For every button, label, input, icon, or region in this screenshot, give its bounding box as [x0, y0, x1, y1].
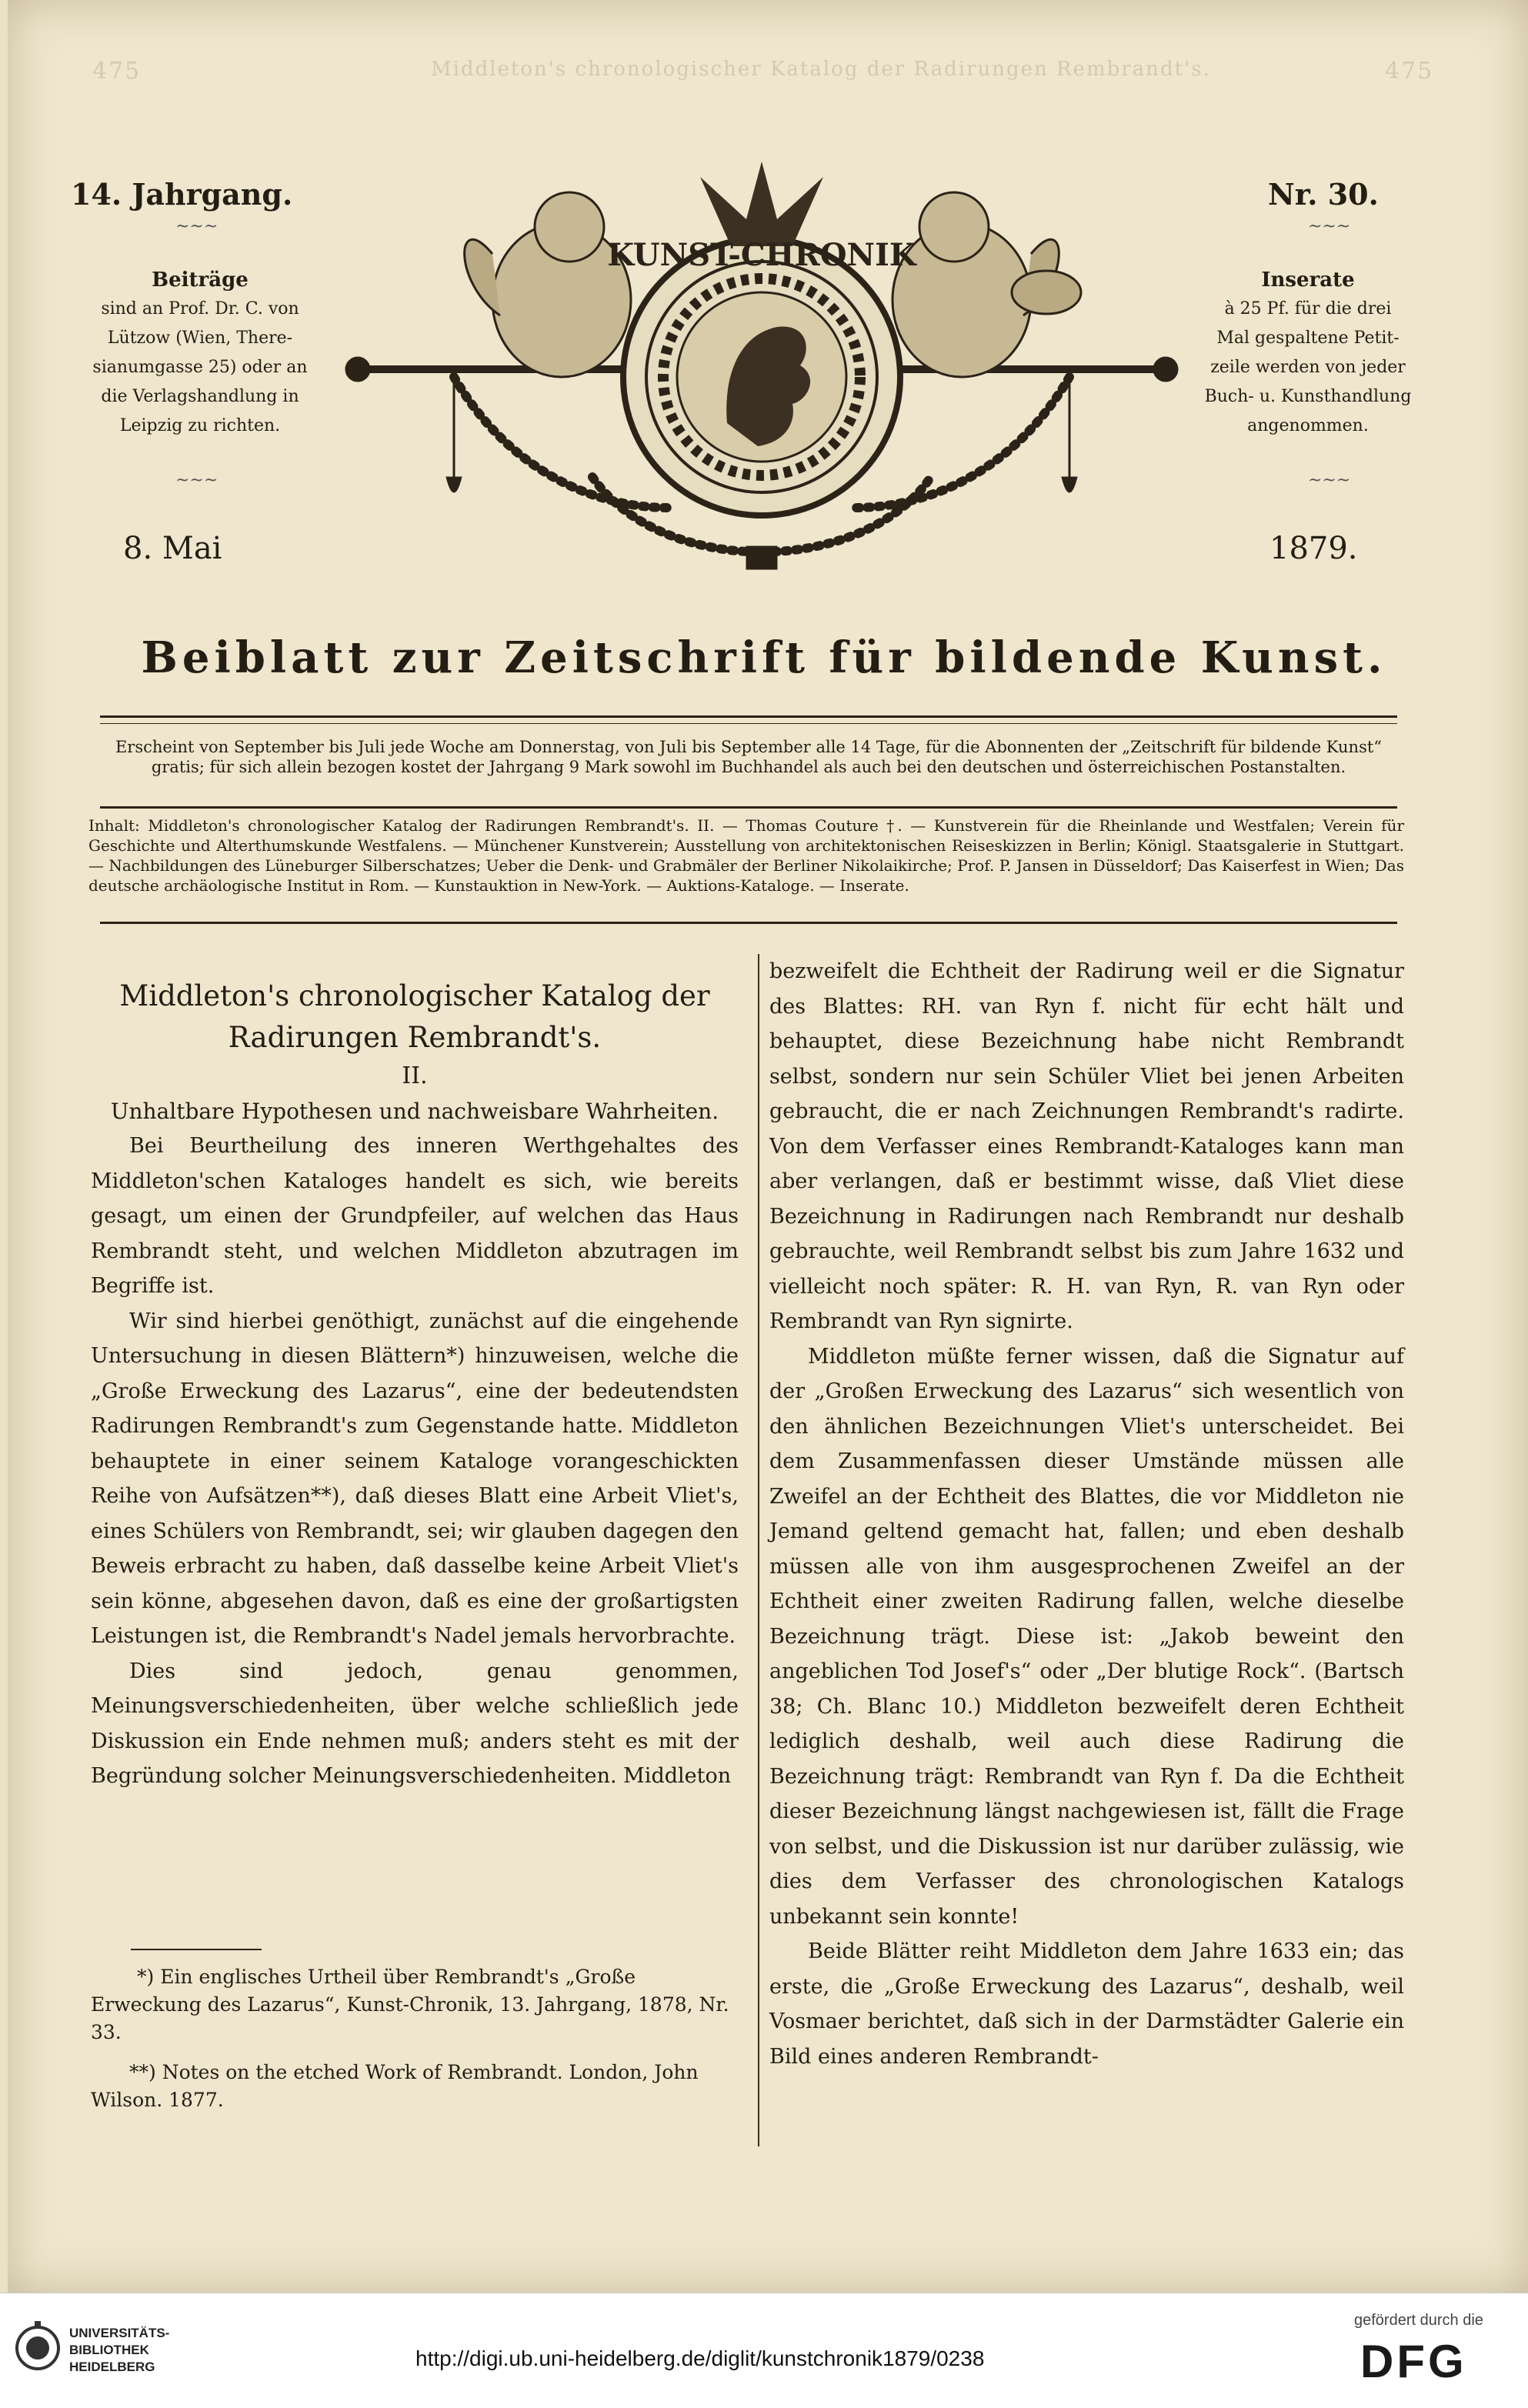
library-name-line: BIBLIOTHEK: [69, 2343, 149, 2357]
advertisement-line: angenommen.: [1247, 416, 1369, 435]
article-left-column: [91, 976, 739, 1794]
advertisement-notice: [1185, 265, 1431, 441]
paragraph: Beide Blätter reiht Middleton dem Jahre 1633 ein; das erste, die „Große Erweckung des Lazarus“, deshalb, weil Vosmaer berichtet, daß sich in der Darmstädter Galerie ein Bild eines anderen Rembrandt-: [769, 1939, 1404, 2069]
contributions-line: die Verlagshandlung in: [101, 387, 299, 406]
issue-date: 8. Mai: [123, 531, 222, 566]
library-name-line: HEIDELBERG: [69, 2360, 155, 2374]
article-part-number: II.: [402, 1062, 428, 1089]
publication-info: Erscheint von September bis Juli jede Woche am Donnerstag, von Juli bis September alle 14 Tage, für die Abonnenten der „Zeitschrift für bildende Kunst“ gratis; für sich allein bezogen kostet der Jahrgang 9 Mark sowohl im Buchhandel als auch bei den deutschen und österreichischen Postanstalten.: [115, 738, 1383, 776]
issue-year: 1879.: [1269, 531, 1358, 566]
advertisement-heading: Inserate: [1261, 268, 1355, 292]
ornament-tilde: ~~~: [1308, 471, 1351, 490]
footnote: **) Notes on the etched Work of Rembrandt. London, John Wilson. 1877.: [91, 2061, 699, 2111]
ornament-tilde: ~~~: [175, 471, 219, 490]
article-title-line: Radirungen Rembrandt's.: [228, 1021, 602, 1054]
dfg-logo: DFG: [1360, 2336, 1467, 2387]
library-name-line: UNIVERSITÄTS-: [69, 2326, 170, 2340]
footnote-divider: [131, 1949, 262, 1950]
divider: [100, 922, 1397, 924]
issue-number: Nr. 30.: [1268, 177, 1379, 212]
volume-label: 14. Jahrgang.: [71, 177, 293, 212]
column-divider: [758, 954, 759, 2146]
contributions-line: Leipzig zu richten.: [119, 416, 281, 435]
bleed-running-head: Middleton's chronologischer Katalog der Radirungen Rembrandt's.: [431, 58, 1211, 81]
masthead-emblem: [339, 146, 1185, 623]
advertisement-line: zeile werden von jeder: [1210, 358, 1406, 377]
ornament-tilde: ~~~: [1308, 217, 1351, 236]
article-title-line: Middleton's chronologischer Katalog der: [119, 979, 710, 1012]
paragraph: Dies sind jedoch, genau genommen, Meinungsverschiedenheiten, über welche schließlich jede Diskussion ein Ende nehmen muß; anders steht es mit der Begründung solcher Meinungsverschiedenheiten. Middleton: [91, 1659, 739, 1788]
ornament-tilde: ~~~: [175, 217, 219, 236]
paragraph: Middleton müßte ferner wissen, daß die Signatur auf der „Großen Erweckung des Lazarus“ sich wesentlich von den ähnlichen Bezeichnungen Vliet's unterscheidet. Bei dem Zusammenfassen dieser Umstände müssen alle Zweifel an der Echtheit des Blattes, die vor Middleton nie Jemand geltend gemacht hat, fallen; und eben deshalb müssen alle von ihm ausgesprochenen Zweifel an der Echtheit einer zweiten Radirung fallen, welche dieselbe Bezeichnung trägt. Diese ist: „Jakob beweint den angeblichen Tod Josef's“ oder „Der blutige Rock“. (Bartsch 38; Ch. Blanc 10.) Middleton bezweifelt deren Echtheit lediglich deshalb, weil auch diese Radirung die Bezeichnung trägt: Rembrandt van Ryn f. Da die Echtheit dieser Bezeichnung längst nachgewiesen ist, fällt die Frage von selbst, und die Diskussion ist nur darüber zulässig, wie dies dem Verfasser des chronologischen Katalogs unbekannt sein konnte!: [769, 1344, 1404, 1929]
contributions-line: sind an Prof. Dr. C. von: [101, 299, 299, 319]
advertisement-line: Buch- u. Kunsthandlung: [1204, 387, 1412, 406]
table-of-contents: Inhalt: Middleton's chronologischer Katalog der Radirungen Rembrandt's. II. — Thomas Couture †. — Kunstverein für die Rheinlande und Westfalen; Verein für Geschichte und Alterthumskunde Westfalens. — Münchener Kunstverein; Ausstellung von architektonischen Reiseskizzen in Berlin; Königl. Staatsgalerie in Stuttgart. — Nachbildungen des Lüneburger Silberschatzes; Ueber die Denk- und Grabmäler der Berliner Nikolaikirche; Prof. P. Jansen in Düsseldorf; Das Kaiserfest in Wien; Das deutsche archäologische Institut in Rom. — Kunstauktion in New-York. — Auktions-Kataloge. — Inserate.: [88, 816, 1404, 895]
divider: [100, 806, 1397, 809]
advertisement-line: à 25 Pf. für die drei: [1224, 299, 1392, 319]
advertisement-line: Mal gespaltene Petit-: [1216, 329, 1400, 348]
bleed-page-number-right: 475: [1385, 58, 1434, 85]
university-seal-icon: [14, 2318, 62, 2378]
bleed-page-number-left: 475: [92, 58, 142, 85]
contributions-notice: [85, 265, 315, 441]
divider: [100, 715, 1397, 718]
article-subtitle: Unhaltbare Hypothesen und nachweisbare Wahrheiten.: [110, 1098, 719, 1124]
contributions-heading: Beiträge: [152, 268, 249, 292]
divider: [100, 723, 1397, 724]
emblem-text: KUNST-CHRONIK: [607, 237, 916, 273]
article-right-column: [769, 954, 1404, 2074]
paragraph: bezweifelt die Echtheit der Radirung weil er die Signatur des Blattes: RH. van Ryn f. nicht für echt hält und behauptet, diese Bezeichnung habe nicht Rembrandt selbst, sondern nur sein Schüler Vliet bei jenen Arbeiten gebraucht, die er nach Zeichnungen Rembrandt's radirte. Von dem Verfasser eines Rembrandt-Kataloges kann man aber verlangen, daß er bestimmt wisse, daß Vliet diese Bezeichnung in Radirungen nach Rembrandt nur deshalb gebrauchte, weil Rembrandt selbst bis zum Jahre 1632 und vielleicht noch später: R. H. van Ryn, R. van Ryn oder Rembrandt van Ryn signirte.: [769, 959, 1404, 1333]
paragraph: Bei Beurtheilung des inneren Werthgehaltes des Middleton'schen Kataloges handelt es sich, wie bereits gesagt, um einen der Grundpfeiler, auf welchen das Haus Rembrandt steht, und welchen Middleton abzutragen im Begriffe ist.: [91, 1134, 739, 1298]
footnote: *) Ein englisches Urtheil über Rembrandt's „Große Erweckung des Lazarus“, Kunst-Chronik, 13. Jahrgang, 1878, Nr. 33.: [91, 1966, 729, 2043]
contributions-line: sianumgasse 25) oder an: [92, 358, 308, 377]
paragraph: Wir sind hierbei genöthigt, zunächst auf die eingehende Untersuchung in diesen Blättern*) hinzuweisen, welche die „Große Erweckung des Lazarus“, eine der bedeutendsten Radirungen Rembrandt's zum Gegenstande hatte. Middleton behauptete in einer seinem Kataloge vorangeschickten Reihe von Aufsätzen**), daß dieses Blatt eine Arbeit Vliet's, eines Schülers von Rembrandt, sei; wir glauben dagegen den Beweis erbracht zu haben, daß dasselbe keine Arbeit Vliet's sein könne, abgesehen davon, daß es eine der großartigsten Leistungen ist, die Rembrandt's Nadel jemals hervorbrachte.: [91, 1309, 739, 1648]
contributions-line: Lützow (Wien, There-: [107, 329, 293, 348]
permalink-url[interactable]: http://digi.ub.uni-heidelberg.de/diglit/kunstchronik1879/0238: [415, 2346, 985, 2370]
university-library-logo: [69, 2325, 169, 2376]
funding-caption: gefördert durch die: [1354, 2312, 1483, 2329]
publication-title: Beiblatt zur Zeitschrift für bildende Kunst.: [141, 632, 1387, 683]
